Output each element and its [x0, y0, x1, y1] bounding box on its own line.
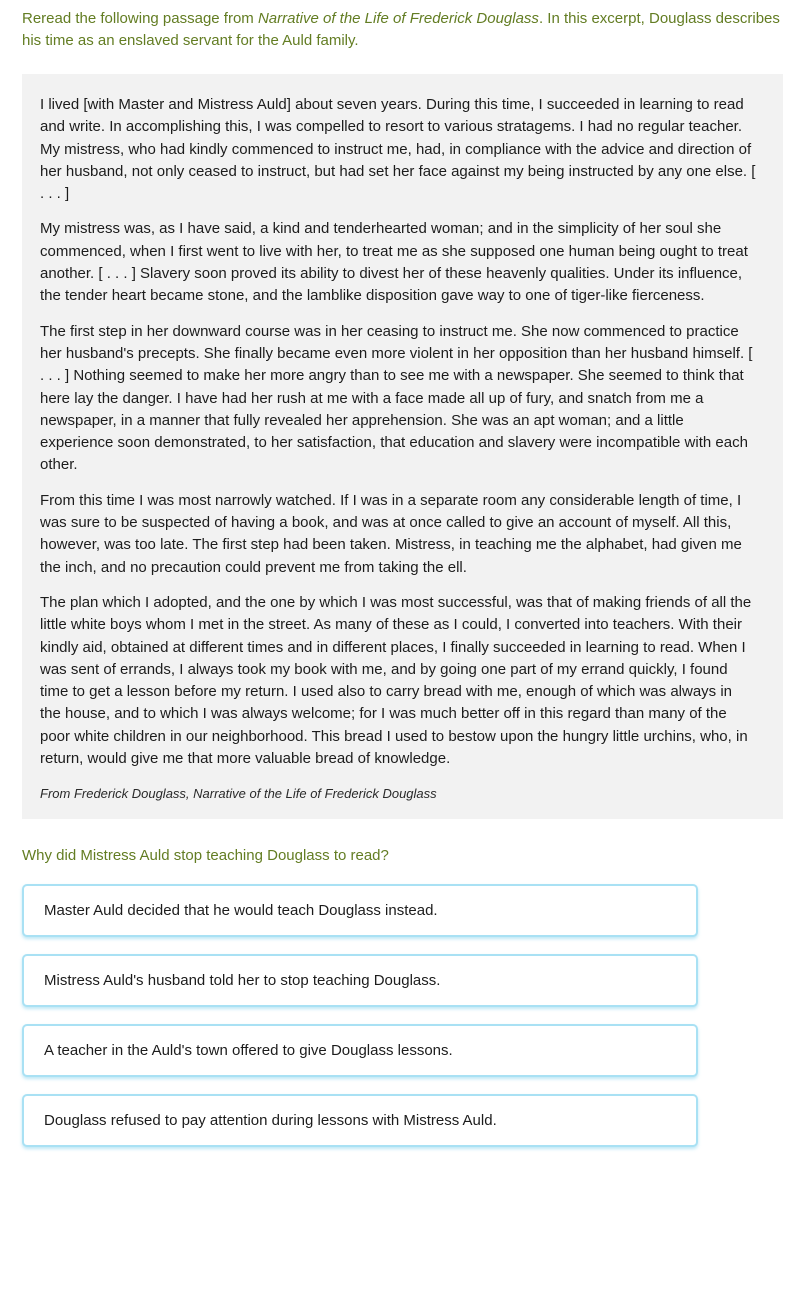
passage-paragraph: I lived [with Master and Mistress Auld] about seven years. During this time, I succeeded in learning to read and write. In accomplishing this, I was compelled to resort to various stratagems. I had no regular teacher. My mistress, who had kindly commenced to instruct me, had, in compliance with the advice and direction of her husband, not only ceased to instruct, but had set her face against my being instructed by any one else. [ . . . ] [40, 96, 756, 203]
answer-option-3[interactable] [22, 1024, 698, 1077]
instruction-prefix: Reread the following passage from [22, 10, 258, 27]
passage-paragraph: The plan which I adopted, and the one by which I was most successful, was that of making friends of all the little white boys whom I met in the street. As many of these as I could, I converted into teachers. With their kindly aid, obtained at different times and in different places, I finally succeeded in learning to read. When I was sent of errands, I always took my book with me, and by going one part of my errand quickly, I found time to get a lesson before my return. I used also to carry bread with me, enough of which was always in the house, and to which I was always welcome; for I was much better off in this regard than many of the poor white children in our neighborhood. This bread I used to bestow upon the hungry little urchins, who, in return, would give me that more valuable bread of knowledge. [40, 593, 752, 768]
answer-option-label: Douglass refused to pay attention during lessons with Mistress Auld. [44, 1111, 497, 1129]
instruction-suffix: . In this excerpt, Douglass describes his time as an enslaved servant for the Auld family. [22, 10, 780, 49]
answer-option-1[interactable] [22, 884, 698, 937]
passage-paragraph: The first step in her downward course was in her ceasing to instruct me. She now commenced to practice her husband's precepts. She finally became even more violent in her opposition than her husband himself. [ . . . ] Nothing seemed to make her more angry than to see me with a newspaper. She seemed to think that here lay the danger. I have had her rush at me with a face made all up of fury, and snatch from me a newspaper, in a manner that fully revealed her apprehension. She was an apt woman; and a little experience soon demonstrated, to her satisfaction, that education and slavery were incompatible with each other. [40, 322, 753, 474]
instruction-text [22, 8, 784, 52]
answer-option-4[interactable] [22, 1094, 698, 1147]
book-title: Narrative of the Life of Frederick Douglass [257, 10, 539, 27]
answer-option-label: A teacher in the Auld's town offered to give Douglass lessons. [44, 1041, 453, 1059]
passage-paragraph: From this time I was most narrowly watched. If I was in a separate room any considerable length of time, I was sure to be suspected of having a book, and was at once called to give an account of myself. All this, however, was too late. The first step had been taken. Mistress, in teaching me the alphabet, had given me the inch, and no precaution could prevent me from taking the ell. [40, 491, 742, 576]
passage-paragraph: My mistress was, as I have said, a kind and tenderhearted woman; and in the simplicity of her soul she commenced, when I first went to live with her, to treat me as she supposed one human being ought to treat another. [ . . . ] Slavery soon proved its ability to divest her of these heavenly qualities. Under its influence, the tender heart became stone, and the lamblike disposition gave way to one of tiger-like fierceness. [40, 220, 748, 305]
answer-option-2[interactable] [22, 954, 698, 1007]
passage-attribution: From Frederick Douglass, Narrative of the Life of Frederick Douglass [40, 786, 437, 802]
question-text: Why did Mistress Auld stop teaching Douglass to read? [22, 847, 389, 865]
answer-options [22, 884, 805, 1147]
answer-option-label: Master Auld decided that he would teach Douglass instead. [44, 901, 438, 919]
passage-panel [22, 74, 783, 819]
answer-option-label: Mistress Auld's husband told her to stop teaching Douglass. [44, 971, 441, 989]
